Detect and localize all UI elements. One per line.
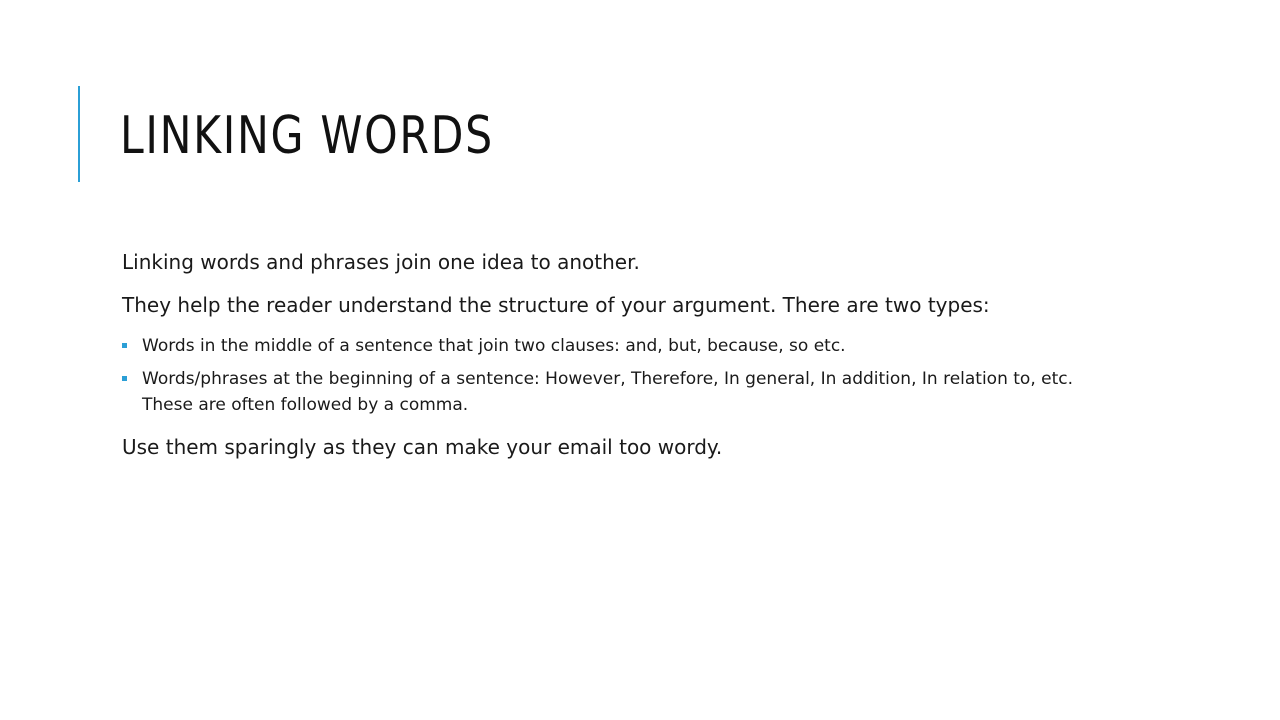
body-paragraph: They help the reader understand the structure of your argument. There are two types: <box>122 293 990 317</box>
bullet-list <box>122 333 1122 418</box>
closing-paragraph: Use them sparingly as they can make your email too wordy. <box>122 435 723 459</box>
square-bullet-icon <box>122 376 127 381</box>
title-accent-bar <box>78 86 80 182</box>
bullet-text: Words/phrases at the beginning of a sentence: However, Therefore, In general, In addition, In relation to, etc. These are often followed by a comma. <box>142 369 1074 415</box>
bullet-item <box>122 333 1122 359</box>
slide-body <box>122 247 1122 475</box>
square-bullet-icon <box>122 343 127 348</box>
bullet-item <box>122 366 1122 418</box>
body-paragraph: Linking words and phrases join one idea to another. <box>122 250 640 274</box>
bullet-text: Words in the middle of a sentence that join two clauses: and, but, because, so etc. <box>142 336 846 356</box>
slide-title: LINKING WORDS <box>120 106 494 166</box>
